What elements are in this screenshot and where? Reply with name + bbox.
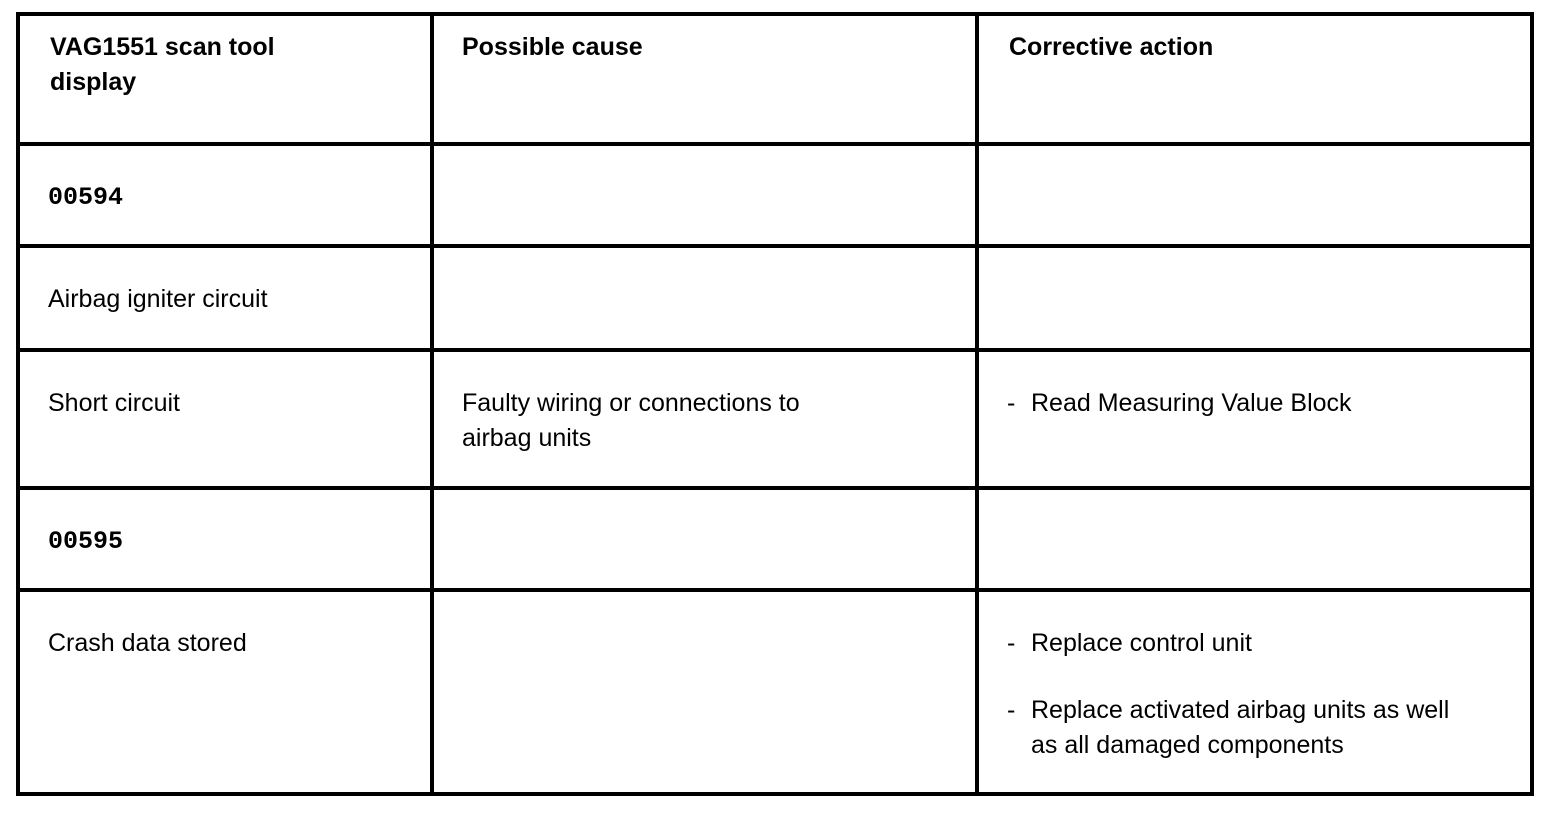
fault-description: Airbag igniter circuit (48, 285, 268, 313)
bullet-dash: - (1007, 629, 1016, 657)
fault-code: 00595 (48, 527, 124, 556)
fault-type: Crash data stored (48, 629, 247, 657)
table-row (18, 144, 1532, 246)
corrective-action-cell (977, 590, 1532, 794)
possible-cause-text (434, 248, 975, 282)
header-corrective-action-label: Corrective action (1009, 33, 1214, 61)
corrective-action-text: Replace activated airbag units as well as all damaged components (1031, 696, 1450, 759)
possible-cause-cell (432, 350, 977, 488)
fault-type: Short circuit (48, 389, 180, 417)
corrective-action-cell (977, 350, 1532, 488)
scan-tool-display-cell (18, 246, 432, 350)
possible-cause-text (434, 146, 975, 180)
possible-cause-text (434, 490, 975, 524)
bullet-dash: - (1007, 696, 1016, 724)
header-possible-cause (432, 14, 977, 144)
corrective-action-text: Read Measuring Value Block (1031, 389, 1352, 417)
table-row (18, 590, 1532, 794)
fault-code-table (16, 12, 1534, 796)
table-row (18, 246, 1532, 350)
header-scan-tool-display-label: VAG1551 scan tool display (50, 33, 275, 96)
header-possible-cause-label: Possible cause (462, 33, 643, 61)
corrective-action-list (979, 352, 1530, 421)
fault-code: 00594 (48, 183, 124, 212)
corrective-action-item (1007, 693, 1518, 763)
table-header-row (18, 14, 1532, 144)
scan-tool-display-cell (18, 488, 432, 590)
possible-cause-text: Faulty wiring or connections to airbag units (462, 389, 800, 452)
scan-tool-display-cell (18, 590, 432, 794)
corrective-action-cell (977, 488, 1532, 590)
corrective-action-text: Replace control unit (1031, 629, 1252, 657)
corrective-action-cell (977, 246, 1532, 350)
scan-tool-display-cell (18, 350, 432, 488)
possible-cause-cell (432, 144, 977, 246)
possible-cause-cell (432, 246, 977, 350)
possible-cause-cell (432, 590, 977, 794)
bullet-dash: - (1007, 389, 1016, 417)
header-scan-tool-display (18, 14, 432, 144)
corrective-action-list (979, 592, 1530, 763)
header-corrective-action (977, 14, 1532, 144)
corrective-action-cell (977, 144, 1532, 246)
corrective-action-item (1007, 386, 1518, 421)
table-row (18, 350, 1532, 488)
possible-cause-cell (432, 488, 977, 590)
table-row (18, 488, 1532, 590)
scan-tool-display-cell (18, 144, 432, 246)
possible-cause-text (434, 592, 975, 626)
corrective-action-item (1007, 626, 1518, 661)
